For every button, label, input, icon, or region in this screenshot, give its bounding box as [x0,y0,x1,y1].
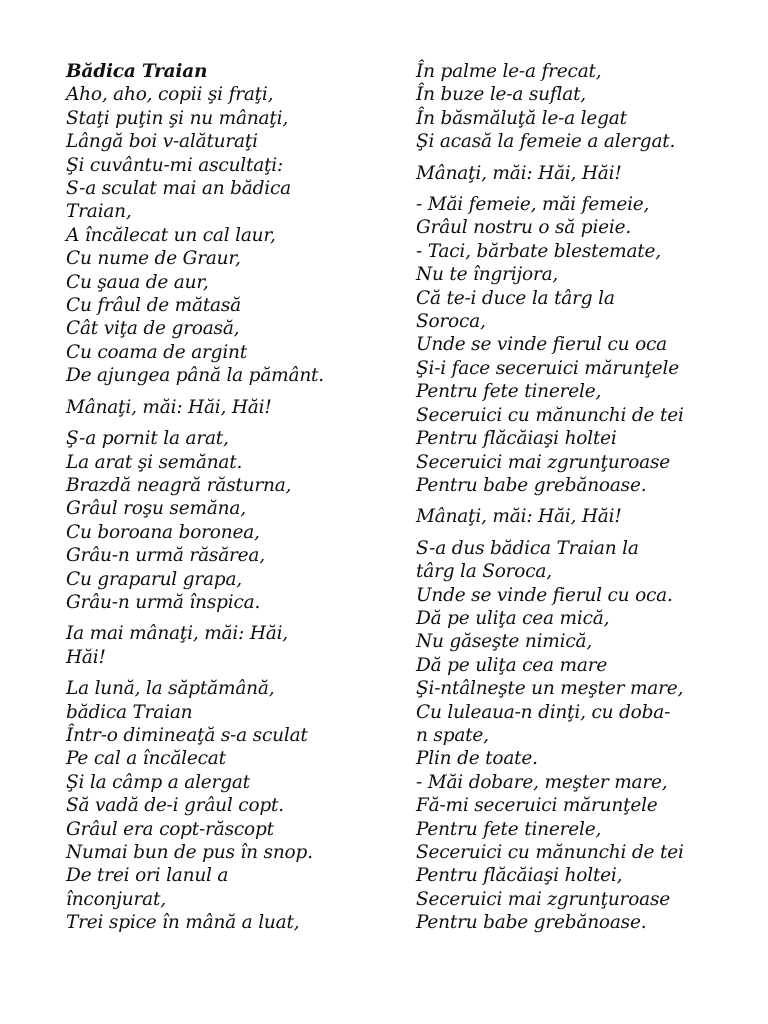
verse-line: Pentru flăcăiaşi holtei [416,428,617,450]
verse-line: S-a sculat mai an bădica [66,178,291,200]
verse-line: - Măi dobare, meşter mare, [416,771,668,793]
stanza [66,396,386,419]
verse-line: Că te-i duce la târg la [416,287,615,309]
stanza [416,537,736,935]
verse-line: Cu graparul grapa, [66,568,242,590]
verse-line: Cu frâul de mătasă [66,295,242,317]
verse-line: bădica Traian [66,701,193,723]
verse-line: A încălecat un cal laur, [66,224,276,246]
stanza [416,60,736,154]
verse-line: Şi-i face seceruici mărunţele [416,357,679,379]
verse-line: târg la Soroca, [416,561,552,583]
verse-line: Nu găseşte nimică, [416,631,593,653]
verse-line: Nu te îngrijora, [416,264,559,286]
verse-line: Pentru fete tinerele, [416,818,602,840]
right-column [416,60,736,943]
verse-line: În palme le-a frecat, [416,61,602,82]
stanza [66,83,386,387]
verse-line: Cu coama de argint [66,341,247,363]
verse-line: Cât viţa de groasă, [66,318,240,340]
right-stanzas [416,60,736,935]
verse-line: Seceruici mai zgrunţuroase [416,451,670,473]
stanza [66,622,386,669]
verse-line: Grâul nostru o să pieie. [416,217,632,239]
stanza [416,193,736,497]
verse-line: Unde se vinde fierul cu oca. [416,584,673,606]
verse-line: Brazdă neagră răsturna, [66,474,292,496]
left-column [66,60,386,943]
verse-line: Mânaţi, măi: Hăi, Hăi! [66,396,272,418]
verse-line: Soroca, [416,311,486,333]
verse-line: De ajungea până la pământ. [66,365,324,387]
verse-line: Traian, [66,201,132,223]
verse-line: Staţi puţin şi nu mânaţi, [66,107,289,129]
verse-line: Mânaţi, măi: Hăi, Hăi! [416,162,622,184]
verse-line: În buze le-a suflat, [416,84,586,106]
verse-line: Să vadă de-i grâul copt. [66,795,284,817]
verse-line: Cu şaua de aur, [66,271,209,293]
verse-line: Pentru flăcăiaşi holtei, [416,865,623,887]
verse-line: Trei spice în mână a luat, [66,912,300,934]
verse-line: Pe cal a încălecat [66,748,226,770]
verse-line: Mânaţi, măi: Hăi, Hăi! [416,506,622,528]
verse-line: Grâul roşu semăna, [66,498,246,520]
verse-line: Şi acasă la femeie a alergat. [416,131,676,153]
verse-line: La lună, la săptămână, [66,678,275,700]
verse-line: La arat şi semănat. [66,451,243,473]
verse-line: Pentru babe grebănoase. [416,474,647,496]
stanza [416,162,736,185]
verse-line: Dă pe uliţa cea mare [416,654,608,676]
verse-line: Şi la câmp a alergat [66,771,250,793]
verse-line: S-a dus bădica Traian la [416,537,639,559]
verse-line: Într-o dimineaţă s-a sculat [66,724,308,746]
verse-line: Dă pe uliţa cea mică, [416,607,610,629]
verse-line: înconjurat, [66,888,166,910]
verse-line: Grâu-n urmă răsărea, [66,545,265,567]
verse-line: Pentru fete tinerele, [416,381,602,403]
verse-line: Cu boroana boronea, [66,521,260,543]
verse-line: Seceruici cu mănunchi de tei [416,404,684,426]
verse-line: Şi-ntâlneşte un meşter mare, [416,678,684,700]
verse-line: Fă-mi seceruici mărunţele [416,795,658,817]
verse-line: Cu nume de Graur, [66,248,241,270]
verse-line: Ia mai mânaţi, măi: Hăi, [66,623,288,645]
verse-line: Seceruici mai zgrunţuroase [416,888,670,910]
verse-line: n spate, [416,724,489,746]
verse-line: În băsmăluţă le-a legat [416,107,627,129]
verse-line: Aho, aho, copii şi fraţi, [66,84,274,106]
poem-title: Bădica Traian [66,61,208,82]
stanza [416,505,736,528]
stanza [66,427,386,614]
verse-line: De trei ori lanul a [66,865,229,887]
verse-line: Unde se vinde fierul cu oca [416,334,668,356]
verse-line: Grâu-n urmă înspica. [66,591,261,613]
verse-line: - Măi femeie, măi femeie, [416,194,650,216]
verse-line: Lângă boi v-alăturaţi [66,131,258,153]
verse-line: Grâul era copt-răscopt [66,818,274,840]
verse-line: Şi cuvântu-mi ascultaţi: [66,154,284,176]
stanza [66,677,386,934]
verse-line: Hăi! [66,646,106,668]
verse-line: Seceruici cu mănunchi de tei [416,842,684,863]
verse-line: Numai bun de pus în snop. [66,842,313,863]
left-stanzas [66,83,386,934]
verse-line: Plin de toate. [416,748,538,770]
verse-line: Ş-a pornit la arat, [66,428,229,450]
verse-line: Pentru babe grebănoase. [416,912,647,934]
verse-line: Cu luleaua-n dinţi, cu doba- [416,701,671,723]
verse-line: - Taci, bărbate blestemate, [416,240,661,262]
